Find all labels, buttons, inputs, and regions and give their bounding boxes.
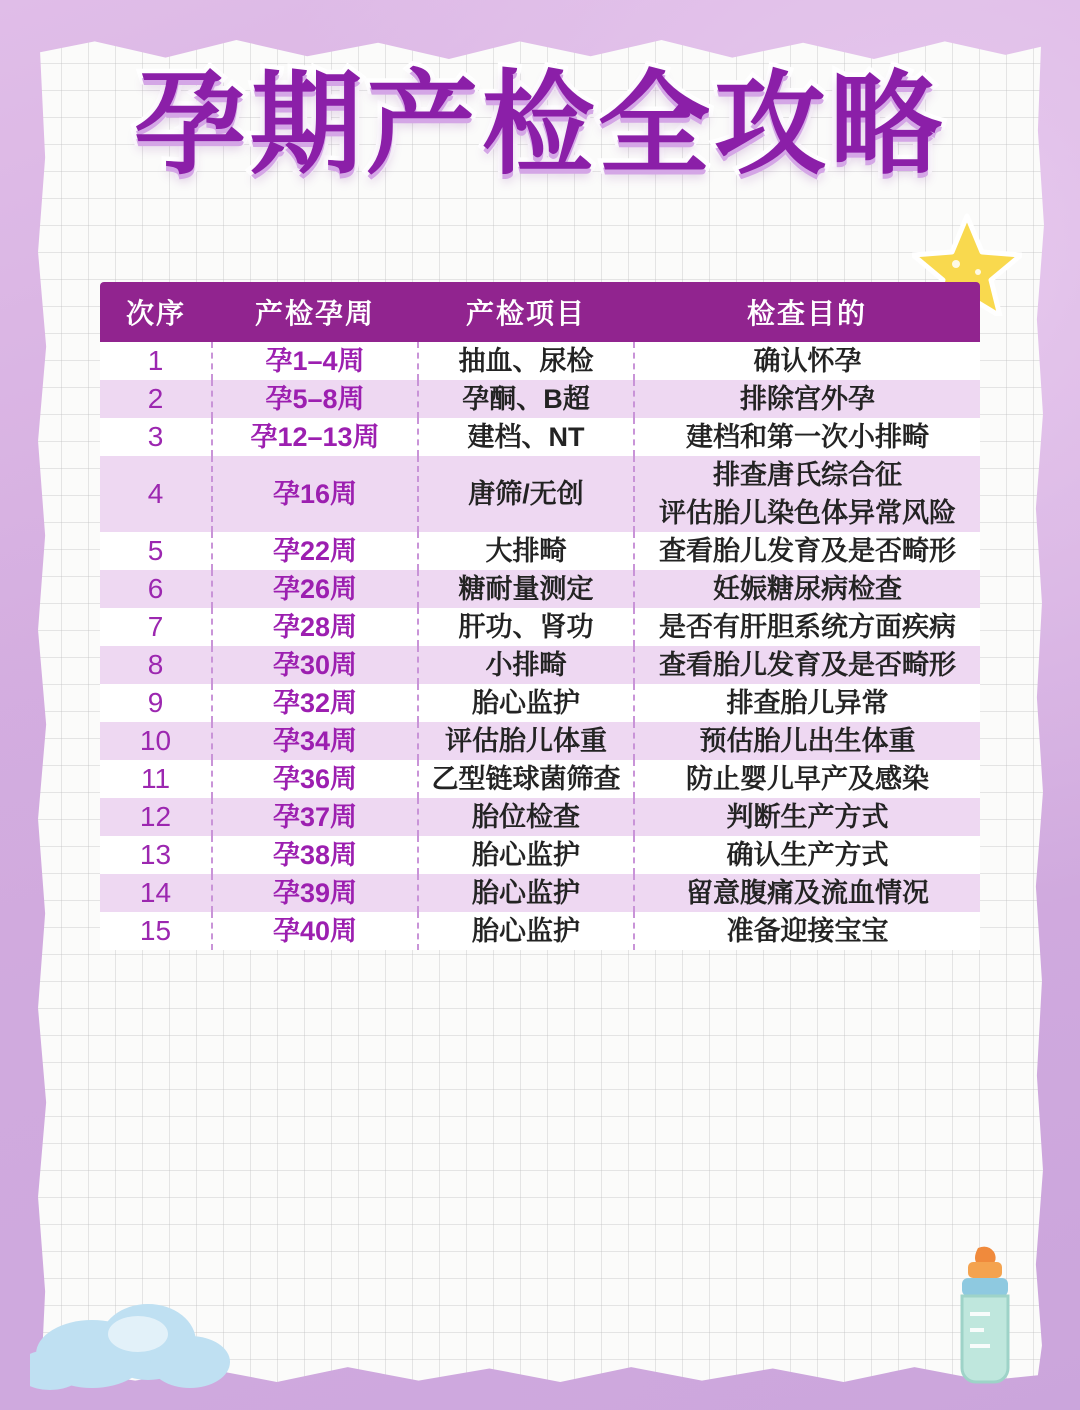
cell-index: 2 [100,380,212,418]
cell-purpose [634,380,980,418]
cell-index: 9 [100,684,212,722]
table-row [100,836,980,874]
cell-index: 8 [100,646,212,684]
cell-purpose-line: 确认怀孕 [753,346,862,376]
cell-item: 抽血、尿检 [418,342,634,380]
cell-purpose [634,570,980,608]
cell-purpose [634,760,980,798]
header-item: 产检项目 [418,282,634,342]
cell-index: 15 [100,912,212,950]
cell-item: 胎心监护 [418,684,634,722]
cell-week: 孕5–8周 [212,380,418,418]
cell-purpose-line: 预估胎儿出生体重 [699,726,916,756]
cell-week: 孕26周 [212,570,418,608]
table-row [100,456,980,532]
table-row [100,532,980,570]
table-row [100,380,980,418]
cell-item: 小排畸 [418,646,634,684]
prenatal-checkup-table [100,282,980,950]
cell-index: 6 [100,570,212,608]
cell-item: 评估胎儿体重 [418,722,634,760]
cell-index: 13 [100,836,212,874]
table-body [100,342,980,950]
cell-purpose [634,684,980,722]
cell-item: 孕酮、B超 [418,380,634,418]
cell-item: 胎心监护 [418,912,634,950]
cell-purpose-line: 建档和第一次小排畸 [686,422,929,452]
baby-bottle-icon [932,1244,1036,1394]
cell-item: 肝功、肾功 [418,608,634,646]
cell-item: 建档、NT [418,418,634,456]
schedule-table [100,282,980,950]
cell-purpose [634,874,980,912]
table-row [100,798,980,836]
cell-index: 14 [100,874,212,912]
cell-purpose-line: 防止婴儿早产及感染 [686,764,929,794]
cell-item: 糖耐量测定 [418,570,634,608]
cell-week: 孕38周 [212,836,418,874]
table-head [100,282,980,342]
cell-purpose-line: 妊娠糖尿病检查 [713,574,902,604]
cell-purpose-line: 确认生产方式 [726,840,889,870]
cell-purpose-line: 排查胎儿异常 [726,688,889,718]
header-index: 次序 [100,282,212,342]
cell-index: 7 [100,608,212,646]
table-row [100,646,980,684]
cell-index: 4 [100,456,212,532]
table-row [100,684,980,722]
table-row [100,608,980,646]
header-week: 产检孕周 [212,282,418,342]
cell-purpose-line: 查看胎儿发育及是否畸形 [659,536,956,566]
cell-week: 孕30周 [212,646,418,684]
cell-week: 孕36周 [212,760,418,798]
cell-purpose [634,912,980,950]
cell-week: 孕37周 [212,798,418,836]
cell-purpose-line: 是否有肝胆系统方面疾病 [659,612,956,642]
table-header-row [100,282,980,342]
cell-week: 孕40周 [212,912,418,950]
page-title: 孕期产检全攻略 [134,60,946,190]
cell-week: 孕28周 [212,608,418,646]
table-row [100,912,980,950]
cell-week: 孕1–4周 [212,342,418,380]
cell-item: 乙型链球菌筛查 [418,760,634,798]
cell-purpose-line: 排除宫外孕 [740,384,875,414]
cell-item: 唐筛/无创 [418,456,634,532]
cell-item: 胎心监护 [418,874,634,912]
cell-index: 10 [100,722,212,760]
header-purpose: 检查目的 [634,282,980,342]
cell-purpose-line: 排查唐氏综合征 [713,460,902,490]
cell-index: 5 [100,532,212,570]
cell-purpose [634,532,980,570]
table-row [100,874,980,912]
cell-item: 胎位检查 [418,798,634,836]
cell-purpose [634,456,980,532]
cell-week: 孕16周 [212,456,418,532]
cell-purpose [634,798,980,836]
cell-index: 11 [100,760,212,798]
cell-item: 大排畸 [418,532,634,570]
cell-purpose [634,342,980,380]
cell-purpose-line: 判断生产方式 [726,802,889,832]
cell-purpose [634,722,980,760]
cell-week: 孕32周 [212,684,418,722]
cell-purpose-line: 评估胎儿染色体异常风险 [659,498,956,528]
cell-week: 孕34周 [212,722,418,760]
cell-purpose [634,836,980,874]
table-row [100,722,980,760]
table-row [100,418,980,456]
cell-item: 胎心监护 [418,836,634,874]
table-row [100,570,980,608]
cell-index: 12 [100,798,212,836]
cell-purpose [634,418,980,456]
cell-index: 1 [100,342,212,380]
cell-purpose [634,646,980,684]
cell-index: 3 [100,418,212,456]
cell-purpose-line: 查看胎儿发育及是否畸形 [659,650,956,680]
cloud-icon [30,1282,240,1392]
cell-week: 孕39周 [212,874,418,912]
cell-purpose-line: 留意腹痛及流血情况 [686,878,929,908]
cell-week: 孕12–13周 [212,418,418,456]
table-row [100,342,980,380]
table-row [100,760,980,798]
cell-purpose-line: 准备迎接宝宝 [726,916,889,946]
cell-week: 孕22周 [212,532,418,570]
cell-purpose [634,608,980,646]
